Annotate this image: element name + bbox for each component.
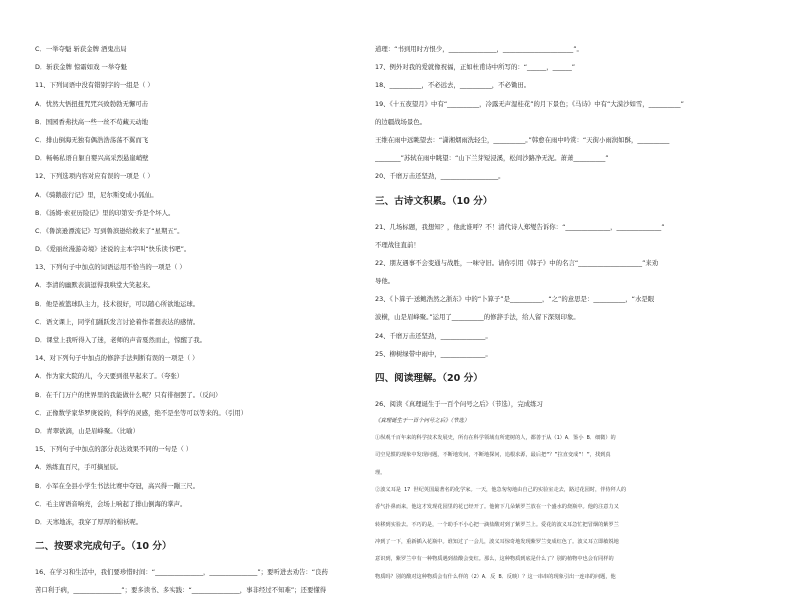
question-line: A．忧然大悟扭扭咒咒兴致勃勃无懈可击 (35, 99, 149, 108)
question-line: B．小军在全县小学生书法比赛中夺冠，高兴得一蹦三尺。 (35, 481, 200, 490)
question-line: 21、几场标题，我想知？，他此谁呼？不！清代诗人郑燮告诉你：“______________，______________” (375, 222, 665, 231)
question-line: D．斩获金牌 惊霜如戏 一举夺魁 (35, 63, 128, 72)
question-line: 22、朋友遇事不会变通与战胜，一味守旧。请你引用《韩子》中的名言“____________________”来劝 (375, 258, 659, 267)
question-line: 19、《十五夜望月》中有“__________，冷露无声湿桂花”的月下景色；《马诗》中有“大漠沙如雪，__________” (375, 99, 684, 108)
question-line: 波横，山是眉峰聚。”运用了__________的修辞手法，给人留下深刻印象。 (375, 313, 580, 322)
question-line: 导他。 (375, 277, 395, 286)
passage-line: 转移到实验去。不巧的是，一个助手不小心把一滴盐酸对到了紫罗兰上。爱花的波义耳急忙把冒烟的紫罗兰 (375, 521, 619, 528)
passage-line: ②波义耳是 17 世纪英国最著名的化学家。一天，他急匆匆地由自己的实验室走去，路过花园时，伴侍拜人的 (375, 487, 627, 494)
question-line: 25、柳树绿带中雨中，______________。 (375, 349, 492, 358)
question-line: D．畅畅私语自躯自婴兴高采烈悬崖峭壁 (35, 154, 149, 163)
question-line: 26、阅读《真理诞生于一百个问号之后》（节选），完成练习 (375, 400, 543, 408)
section-three-title: 三、古诗文积累。（10 分） (375, 195, 493, 207)
passage-heading: 《真理诞生于一百个问号之后》（节选） (375, 418, 470, 425)
question-line: A．《骑鹅旅行记》里，尼尔斯变成小狐仙。 (35, 190, 158, 199)
question-line: D．天寒地冻，我穿了厚厚的棉袄呢。 (35, 517, 143, 526)
question-line: A．作为家大院的儿，今天要到很早起来了。（夸张） (35, 372, 184, 381)
question-line: C．语文课上，同学们踊跃发言讨论着作者想表达的感情。 (35, 317, 200, 326)
question-line: 20、千磨万击还坚劲，__________________。 (375, 172, 505, 181)
question-line: ________”苏轼在雨中眺望：“山下兰芽短浸溪，松间沙路净无泥。萧萧__________” (375, 154, 609, 163)
question-line: B．他是被篮球队主力，技术很好，可以随心所欲地运球。 (35, 299, 200, 308)
question-line: 17、例外对我的爱就像祝福，正如杜甫诗中所写的：“______，______” (375, 63, 576, 72)
question-line: 11、下列词语中没有错别字的一组是（ ） (35, 81, 154, 90)
passage-line: 理。 (375, 469, 386, 476)
question-line: 15、下列句子中加点的部分表达效果不同的一句是（ ） (35, 445, 193, 454)
passage-line: 香气扑鼻而来，他这才发现花园里的花已经开了。他俯下几朵紫罗兰放在一个盛水的烧瓶中。他的注意力又 (375, 504, 619, 511)
question-line: 道理：“书到用时方恨少，_______________，______________________”。 (375, 45, 583, 53)
section-two-title: 二、按要求完成句子。（10 分） (35, 541, 172, 553)
question-line: B．《汤姆·索亚历险记》里的印第安·乔是个坏人。 (35, 208, 175, 217)
question-line: 不理战往直前！ (375, 240, 420, 249)
reading-passage (375, 430, 753, 586)
question-line: 的边疆战场景色。 (375, 117, 427, 126)
question-line: 王维在雨中远眺望去：“潇湘烟雨洗轻尘，__________。”韩愈在雨中吟赏：“天街小雨润如酥，__________ (375, 135, 670, 144)
question-line: D．课堂上我听得入了迷，老师的声音戛然而止，惊醒了我。 (35, 336, 207, 344)
section-four-title: 四、阅读理解。（20 分） (375, 373, 483, 384)
right-fill-questions (375, 40, 753, 186)
left-questions (35, 40, 385, 531)
passage-line: ①纵观千百年来的科学技术发展史，所有在科学领域有所建树的人，都善于从（1）A．鉴小 B．细微）的 (375, 435, 616, 442)
question-line: 18、__________，不必远去，__________，不必锄田。 (375, 81, 531, 90)
question-line: A．熟练直百尺，手可摘星辰。 (35, 463, 123, 472)
question-line: C．毛主席语音响亮，会场上响起了排山倒海的掌声。 (35, 499, 187, 508)
question-line: B．国园香弗扶高一些一丝不苟藏天动地 (35, 117, 149, 126)
left-column (35, 40, 385, 599)
question-line: C．排山倒海无独有偶浩浩荡荡不翼而飞 (35, 135, 149, 144)
question-line: 12、下列选项内容对应有误的一项是（ ） (35, 172, 154, 181)
passage-line: 冲到了一下，重新插入花瓶中。谁知过了一会儿，波义耳惊奇地发现紫罗兰变成红色了。波义耳立即敏锐地 (375, 538, 619, 545)
reading-intro (375, 395, 753, 413)
question-line: 13、下列句子中加点的词语运用不恰当的一项是（ ） (35, 263, 186, 272)
question-line: C．《鲁滨逊漂流记》写到鲁滨逊给救来了“星期五”。 (35, 226, 184, 235)
question-line: D．青翠欲滴，山是眉峰聚。（比喻） (35, 426, 139, 435)
question-line: D．《爱丽丝漫游奇境》述说的主本字叫“快乐读书吧”。 (35, 245, 191, 254)
passage-line: 物质吗？别的酸对这种物质会有什么样的（2）A．反 B．反映）？这一串串的现象引出一连串的问题，他 (375, 573, 616, 580)
passage-line: 意识到，紫罗兰中有一种物质遇到盐酸会变红。那么，这种物质到底是什么了？别的植物中也会有同样的 (375, 556, 614, 563)
question-line: A．李清的幽默表演逗得我哄堂大笑起来。 (35, 281, 155, 290)
question-line: 23、《卜算子·送鲍浩然之浙东》中的“卜算子”是__________，“之”的意思是：__________，“水是眼 (375, 295, 655, 304)
question-line: 苦口利于病，_______________”；要多读书、多实践：“_______________，事非经过不知难”；还要懂得 (35, 586, 327, 595)
passage-line: 司空见惯的现象中发现问题，不断地发问，不断地探问，追根求源，最后把“？”拉直变成“！”，找到真 (375, 452, 611, 459)
question-line: 24、千磨万击还坚劲，______________。 (375, 331, 492, 340)
left-fill-questions (35, 563, 385, 599)
right-column (375, 40, 753, 586)
question-line: C．一举夺魁 斩获金牌 酒鬼出局 (35, 45, 127, 53)
question-line: 14、对下列句子中加点的修辞手法判断有误的一项是（ ） (35, 354, 199, 363)
poetry-questions (375, 218, 753, 364)
question-line: 16、在学习和生活中，我们要珍惜时间：“_______________，_______________”；要听进去劝告：“良药 (35, 568, 328, 577)
question-line: C．正像数学家华罗庚说的，科学的灵感，绝不是坐等可以等来的。（引用） (35, 408, 248, 417)
question-line: B．在千门万户的世界里的我能做什么呢？只有徘徊罢了。（反问） (35, 390, 222, 399)
